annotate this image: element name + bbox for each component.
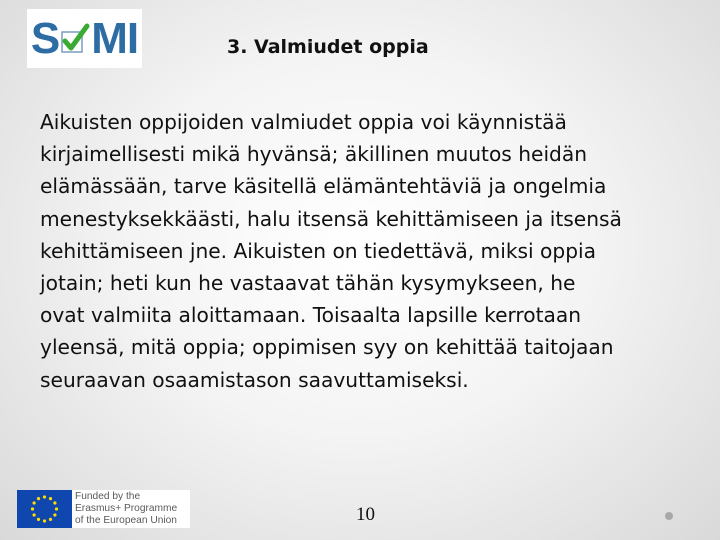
body-line: jotain; heti kun he vastaavat tähän kysymykseen, he bbox=[40, 271, 576, 296]
eu-badge-line: of the European Union bbox=[75, 515, 177, 526]
body-line: yleensä, mitä oppia; oppimisen syy on kehittää taitojaan bbox=[40, 335, 614, 360]
body-line: ovat valmiita aloittamaan. Toisaalta lapsille kerrotaan bbox=[40, 303, 582, 328]
body-line: menestyksekkäästi, halu itsensä kehittämiseen ja itsensä bbox=[40, 206, 622, 231]
decorative-dot bbox=[665, 512, 673, 520]
body-line: kehittämiseen jne. Aikuisten on tiedettävä, miksi oppia bbox=[40, 238, 597, 263]
smi-logo bbox=[27, 9, 142, 68]
check-icon bbox=[60, 22, 90, 56]
body-line: Aikuisten oppijoiden valmiudet oppia voi käynnistää bbox=[40, 110, 567, 134]
page-number: 10 bbox=[356, 504, 375, 525]
eu-badge-line: Erasmus+ Programme bbox=[75, 503, 178, 514]
body-paragraph bbox=[40, 106, 690, 396]
body-line: kirjaimellisesti mikä hyvänsä; äkillinen muutos heidän bbox=[40, 142, 588, 167]
logo-text-left: S bbox=[30, 13, 60, 63]
slide-title: 3. Valmiudet oppia bbox=[227, 36, 429, 58]
logo-text-right: MI bbox=[91, 13, 139, 63]
body-line: elämässään, tarve käsitellä elämäntehtäviä ja ongelmia bbox=[40, 174, 607, 199]
body-line: seuraavan osaamistason saavuttamiseksi. bbox=[40, 367, 469, 392]
eu-badge-line: Funded by the bbox=[75, 491, 141, 502]
eu-flag-icon bbox=[17, 490, 72, 528]
eu-funding-badge bbox=[17, 490, 190, 528]
